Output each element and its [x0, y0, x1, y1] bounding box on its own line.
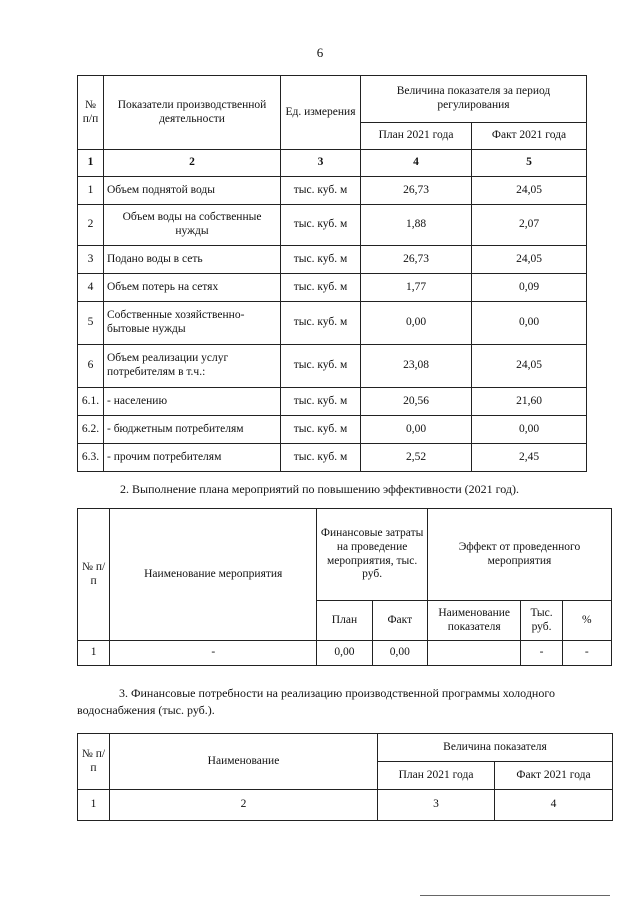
row-fact: 24,05	[472, 246, 587, 274]
col-number: 2	[104, 150, 281, 177]
header-fact: Факт 2021 года	[495, 762, 613, 790]
row-unit: тыс. куб. м	[281, 177, 361, 205]
header-indicator-name: Наименование показателя	[427, 601, 521, 641]
row-num: 6.2.	[78, 416, 104, 444]
row-plan: 0,00	[361, 302, 472, 345]
row-num: 5	[78, 302, 104, 345]
section-2-title: 2. Выполнение плана мероприятий по повышению эффективности (2021 год).	[120, 482, 520, 496]
header-percent: %	[562, 601, 611, 641]
row-plan: 1,88	[361, 205, 472, 246]
row-fact: 4	[495, 790, 613, 821]
row-unit: тыс. куб. м	[281, 345, 361, 388]
row-unit: тыс. куб. м	[281, 444, 361, 472]
table-row	[78, 274, 587, 302]
row-name: - населению	[104, 388, 281, 416]
row-unit: тыс. куб. м	[281, 416, 361, 444]
row-fact: 2,45	[472, 444, 587, 472]
row-fact: 0,00	[472, 302, 587, 345]
row-thousand-rub: -	[521, 641, 562, 666]
efficiency-measures-table	[77, 508, 612, 666]
row-unit: тыс. куб. м	[281, 274, 361, 302]
row-num: 2	[78, 205, 104, 246]
header-measure-name: Наименование мероприятия	[110, 509, 317, 641]
col-number: 5	[472, 150, 587, 177]
row-name: Собственные хозяйственно-бытовые нужды	[104, 302, 281, 345]
header-plan: План	[317, 601, 372, 641]
footer-divider	[420, 895, 610, 896]
table-row	[78, 790, 613, 821]
header-name: Наименование	[110, 734, 378, 790]
page-number: 6	[316, 45, 324, 60]
section-3-title-line1: 3. Финансовые потребности на реализацию производственной программы холодного	[119, 686, 555, 700]
col-number: 3	[281, 150, 361, 177]
row-name: 2	[110, 790, 378, 821]
row-plan: 26,73	[361, 177, 472, 205]
row-name: - бюджетным потребителям	[104, 416, 281, 444]
header-num: № п/п	[78, 76, 104, 150]
row-name: Объем реализации услуг потребителям в т.ч.:	[104, 345, 281, 388]
row-plan: 20,56	[361, 388, 472, 416]
row-fact: 0,00	[472, 416, 587, 444]
row-fact: 24,05	[472, 177, 587, 205]
header-fact: Факт	[372, 601, 427, 641]
row-plan: 2,52	[361, 444, 472, 472]
row-name: Объем потерь на сетях	[104, 274, 281, 302]
table-row	[78, 246, 587, 274]
row-fact: 24,05	[472, 345, 587, 388]
header-period: Величина показателя за период регулирования	[361, 76, 587, 123]
table-row	[78, 345, 587, 388]
row-fact: 0,00	[372, 641, 427, 666]
row-fact: 2,07	[472, 205, 587, 246]
row-num: 1	[78, 177, 104, 205]
header-costs: Финансовые затраты на проведение мероприятия, тыс. руб.	[317, 509, 428, 601]
header-indicator: Показатели производственной деятельности	[104, 76, 281, 150]
table-row	[78, 444, 587, 472]
header-thousand-rub: Тыс. руб.	[521, 601, 562, 641]
row-num: 1	[78, 790, 110, 821]
row-plan: 3	[378, 790, 495, 821]
row-plan: 0,00	[361, 416, 472, 444]
row-plan: 23,08	[361, 345, 472, 388]
financial-needs-table	[77, 733, 613, 821]
header-num: № п/п	[78, 734, 110, 790]
row-indicator-name	[427, 641, 521, 666]
header-fact: Факт 2021 года	[472, 123, 587, 150]
table-row	[78, 388, 587, 416]
row-num: 1	[78, 641, 110, 666]
row-name: Объем воды на собственные нужды	[104, 205, 281, 246]
production-indicators-table	[77, 75, 587, 472]
header-plan: План 2021 года	[378, 762, 495, 790]
table-row	[78, 205, 587, 246]
table-row	[78, 416, 587, 444]
header-num: № п/п	[78, 509, 110, 641]
row-unit: тыс. куб. м	[281, 302, 361, 345]
row-plan: 1,77	[361, 274, 472, 302]
col-number: 1	[78, 150, 104, 177]
header-unit: Ед. измерения	[281, 76, 361, 150]
row-fact: 0,09	[472, 274, 587, 302]
row-num: 6.3.	[78, 444, 104, 472]
row-unit: тыс. куб. м	[281, 246, 361, 274]
table-row	[78, 177, 587, 205]
row-num: 4	[78, 274, 104, 302]
row-unit: тыс. куб. м	[281, 388, 361, 416]
header-effect: Эффект от проведенного мероприятия	[427, 509, 611, 601]
row-plan: 0,00	[317, 641, 372, 666]
header-value: Величина показателя	[378, 734, 613, 762]
row-name: Объем поднятой воды	[104, 177, 281, 205]
section-3-title	[77, 685, 612, 720]
row-name: - прочим потребителям	[104, 444, 281, 472]
row-name: Подано воды в сеть	[104, 246, 281, 274]
row-name: -	[110, 641, 317, 666]
row-plan: 26,73	[361, 246, 472, 274]
section-3-title-line2: водоснабжения (тыс. руб.).	[77, 703, 215, 718]
col-number: 4	[361, 150, 472, 177]
table-row	[78, 302, 587, 345]
row-unit: тыс. куб. м	[281, 205, 361, 246]
table-row	[78, 641, 612, 666]
row-num: 6	[78, 345, 104, 388]
row-num: 6.1.	[78, 388, 104, 416]
row-num: 3	[78, 246, 104, 274]
row-percent: -	[562, 641, 611, 666]
header-plan: План 2021 года	[361, 123, 472, 150]
row-fact: 21,60	[472, 388, 587, 416]
